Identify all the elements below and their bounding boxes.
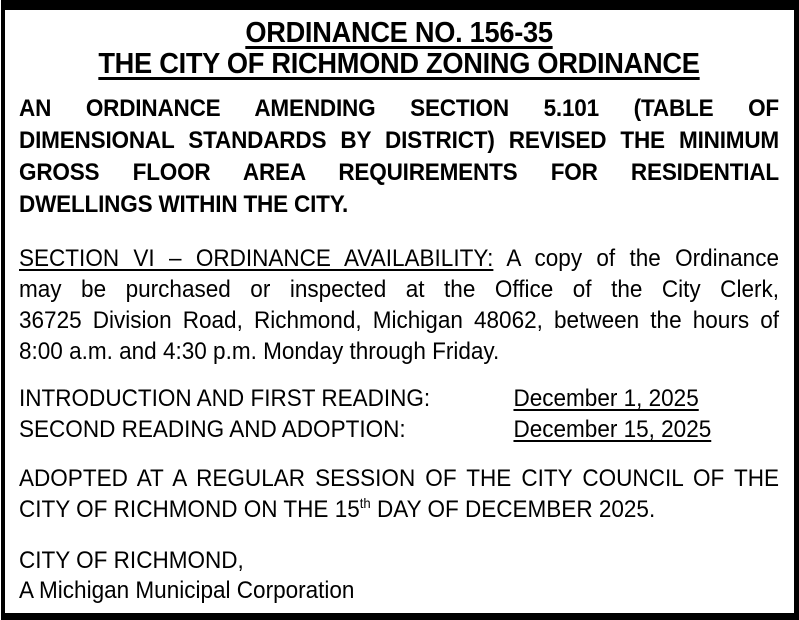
notice-content <box>19 18 779 606</box>
signature-corporation-line: A Michigan Municipal Corporation <box>19 577 355 604</box>
adoption-paragraph <box>19 463 779 525</box>
reading-dates-block <box>19 383 779 445</box>
availability-line-2: may be purchased or inspected at the Office of the City Clerk, <box>19 276 779 303</box>
notice-header <box>19 18 779 80</box>
availability-line-3: 36725 Division Road, Richmond, Michigan 48062, between the hours of <box>19 307 779 334</box>
ordinance-number-title-text: ORDINANCE NO. 156-35 <box>245 17 553 49</box>
availability-line-4: 8:00 a.m. and 4:30 p.m. Monday through Friday. <box>19 338 500 365</box>
legal-notice-page <box>1 0 799 620</box>
ordinance-number-title <box>19 18 779 49</box>
ordinance-summary-paragraph <box>19 93 779 221</box>
summary-line-1: AN ORDINANCE AMENDING SECTION 5.101 (TABLE OF <box>19 95 779 122</box>
section-vi-heading: SECTION VI – ORDINANCE AVAILABILITY: <box>19 245 494 272</box>
zoning-ordinance-title-text: THE CITY OF RICHMOND ZONING ORDINANCE <box>98 48 700 80</box>
summary-line-2: DIMENSIONAL STANDARDS BY DISTRICT) REVISED THE MINIMUM <box>19 127 779 154</box>
summary-line-3: GROSS FLOOR AREA REQUIREMENTS FOR RESIDENTIAL <box>19 159 779 186</box>
first-reading-label: INTRODUCTION AND FIRST READING: <box>19 385 431 412</box>
signature-city-line: CITY OF RICHMOND, <box>19 547 244 574</box>
first-reading-date: December 1, 2025 <box>513 385 699 412</box>
availability-line-1-rest: A copy of the Ordinance <box>493 245 779 272</box>
adoption-line-1: ADOPTED AT A REGULAR SESSION OF THE CITY COUNCIL OF THE <box>19 465 779 492</box>
availability-paragraph <box>19 243 779 367</box>
signature-block <box>19 546 779 606</box>
availability-line-1 <box>19 243 779 274</box>
summary-line-4: DWELLINGS WITHIN THE CITY. <box>19 191 349 218</box>
zoning-ordinance-title <box>19 49 779 80</box>
adoption-line-2-end: DAY OF DECEMBER 2025. <box>370 496 656 523</box>
second-reading-label: SECOND READING AND ADOPTION: <box>19 416 406 443</box>
second-reading-date: December 15, 2025 <box>513 416 712 443</box>
second-reading-row <box>19 414 779 445</box>
first-reading-row <box>19 383 779 414</box>
adoption-line-2 <box>19 494 779 525</box>
adoption-line-2-start: CITY OF RICHMOND ON THE 15 <box>19 496 360 523</box>
ordinal-superscript: th <box>359 495 371 511</box>
